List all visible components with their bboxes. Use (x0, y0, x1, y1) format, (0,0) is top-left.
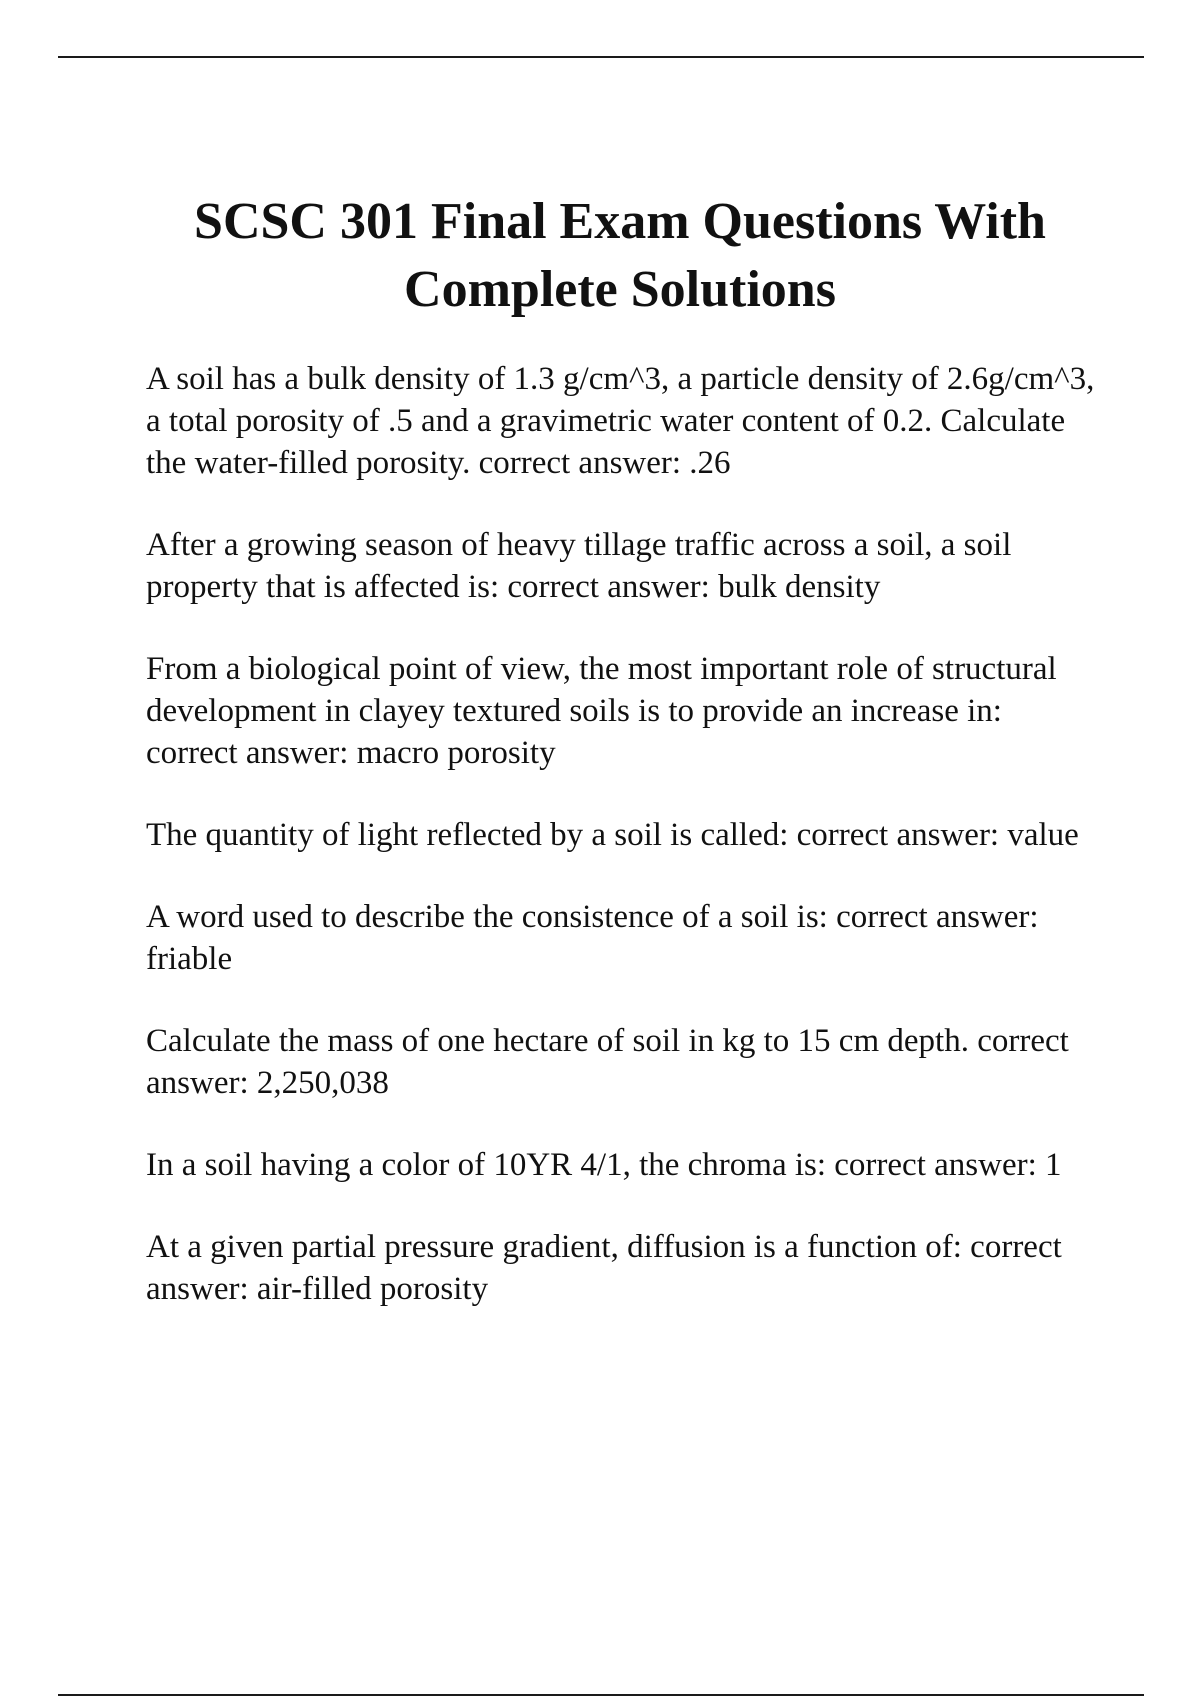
question-item-4: The quantity of light reflected by a soil is called: correct answer: value (146, 817, 1079, 853)
question-item-8: At a given partial pressure gradient, diffusion is a function of: correct answer: air-filled porosity (146, 1229, 1062, 1307)
top-divider (58, 56, 1144, 58)
question-item-1: A soil has a bulk density of 1.3 g/cm^3, a particle density of 2.6g/cm^3, a total porosity of .5 and a gravimetric water content of 0.2. Calculate the water-filled porosity. correct answer: .26 (146, 361, 1095, 481)
question-item-7: In a soil having a color of 10YR 4/1, the chroma is: correct answer: 1 (146, 1147, 1062, 1183)
question-item-6: Calculate the mass of one hectare of soil in kg to 15 cm depth. correct answer: 2,250,038 (146, 1023, 1069, 1101)
page-title-line-2: Complete Solutions (404, 261, 836, 318)
question-item-2: After a growing season of heavy tillage traffic across a soil, a soil property that is affected is: correct answer: bulk density (146, 527, 1012, 605)
bottom-divider (58, 1694, 1144, 1696)
question-item-3: From a biological point of view, the most important role of structural development in clayey textured soils is to provide an increase in: correct answer: macro porosity (146, 651, 1057, 771)
page-title (100, 188, 1140, 324)
page-title-line-1: SCSC 301 Final Exam Questions With (194, 193, 1046, 250)
question-item-5: A word used to describe the consistence of a soil is: correct answer: friable (146, 899, 1039, 977)
question-list (146, 358, 1096, 1350)
